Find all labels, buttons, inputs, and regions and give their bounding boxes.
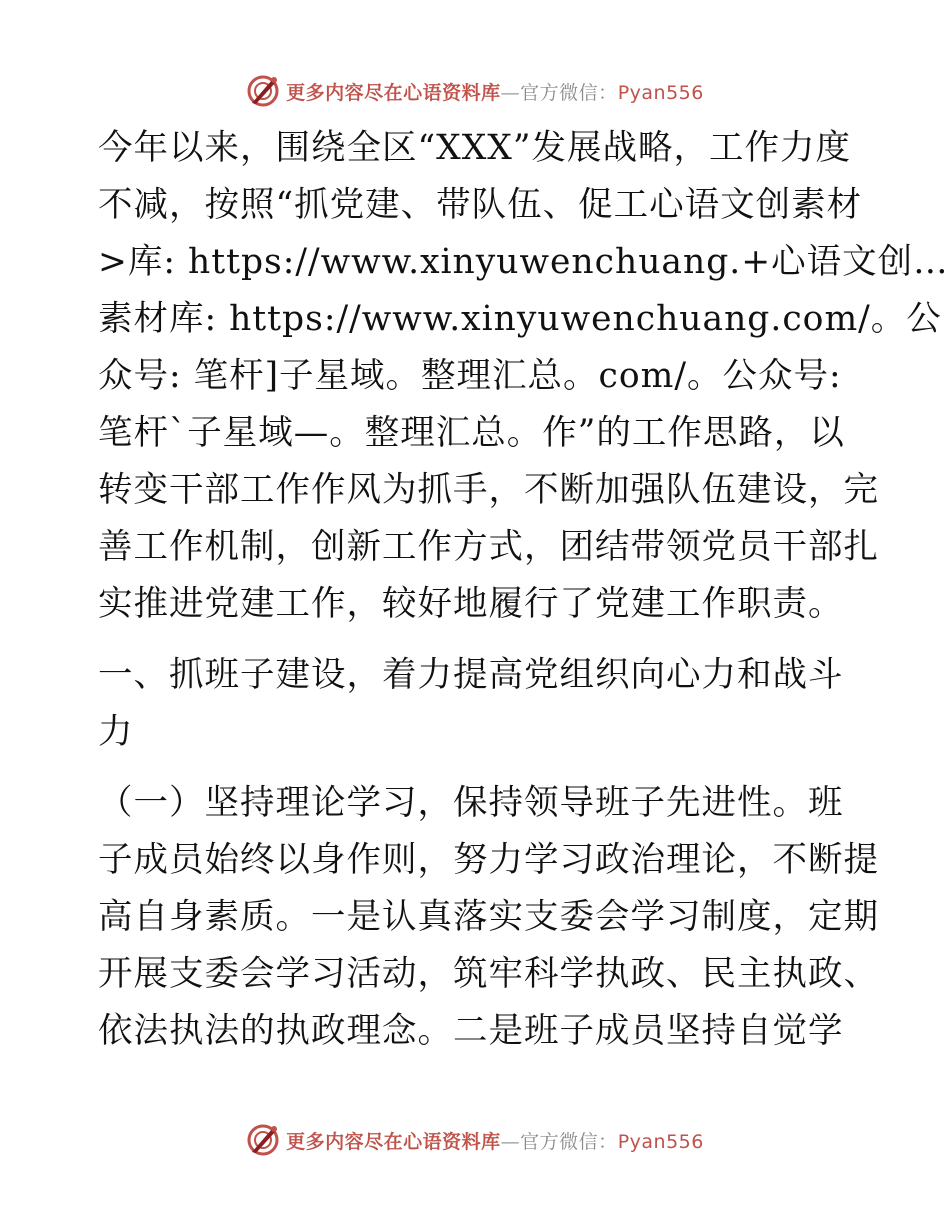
text-line: 实推进党建工作，较好地履行了党建工作职责。 <box>98 584 844 624</box>
text-line: 开展支委会学习活动，筑牢科学执政、民主执政、 <box>98 954 879 994</box>
text-line: 众号: 笔杆]子星域。整理汇总。com/。公众号: <box>98 356 842 396</box>
paragraph-intro <box>98 120 949 633</box>
text-line: 素材库: https://www.xinyuwenchuang.com/。公 <box>98 299 942 339</box>
text-line: 依法执法的执政理念。二是班子成员坚持自觉学 <box>98 1011 844 1051</box>
section-heading <box>98 647 858 761</box>
watermark-label: 官方微信： <box>520 1130 618 1153</box>
text-line: （一）坚持理论学习，保持领导班子先进性。班 <box>98 783 844 823</box>
document-body <box>98 120 949 1060</box>
heading-line: 力 <box>98 712 134 752</box>
text-line: >库: https://www.xinyuwenchuang.+心语文创… <box>98 242 949 282</box>
text-line: 今年以来，围绕全区“XXX”发展战略，工作力度 <box>98 128 851 168</box>
watermark-wechat-id: Pyan556 <box>617 1130 704 1153</box>
header-watermark <box>0 71 950 111</box>
quill-logo-icon <box>246 74 280 108</box>
watermark-wechat-id: Pyan556 <box>617 81 704 104</box>
watermark-text <box>286 78 704 105</box>
watermark-site: 更多内容尽在心语资料库 <box>286 1130 501 1153</box>
heading-line: 一、抓班子建设，着力提高党组织向心力和战斗 <box>98 655 844 695</box>
footer-watermark <box>0 1120 950 1160</box>
text-line: 笔杆`子星域—。整理汇总。作”的工作思路，以 <box>98 413 845 453</box>
text-line: 不减，按照“抓党建、带队伍、促工心语文创素材 <box>98 185 863 225</box>
text-line: 高自身素质。一是认真落实支委会学习制度，定期 <box>98 897 879 937</box>
text-line: 善工作机制，创新工作方式，团结带领党员干部扎 <box>98 527 879 567</box>
paragraph-subsection-1 <box>98 775 879 1060</box>
text-line: 转变干部工作作风为抓手，不断加强队伍建设，完 <box>98 470 879 510</box>
watermark-site: 更多内容尽在心语资料库 <box>286 81 501 104</box>
quill-logo-icon <box>246 1123 280 1157</box>
text-line: 子成员始终以身作则，努力学习政治理论，不断提 <box>98 840 879 880</box>
watermark-dash: — <box>500 1130 521 1153</box>
watermark-text <box>286 1127 704 1154</box>
watermark-dash: — <box>500 81 521 104</box>
watermark-label: 官方微信： <box>520 81 618 104</box>
